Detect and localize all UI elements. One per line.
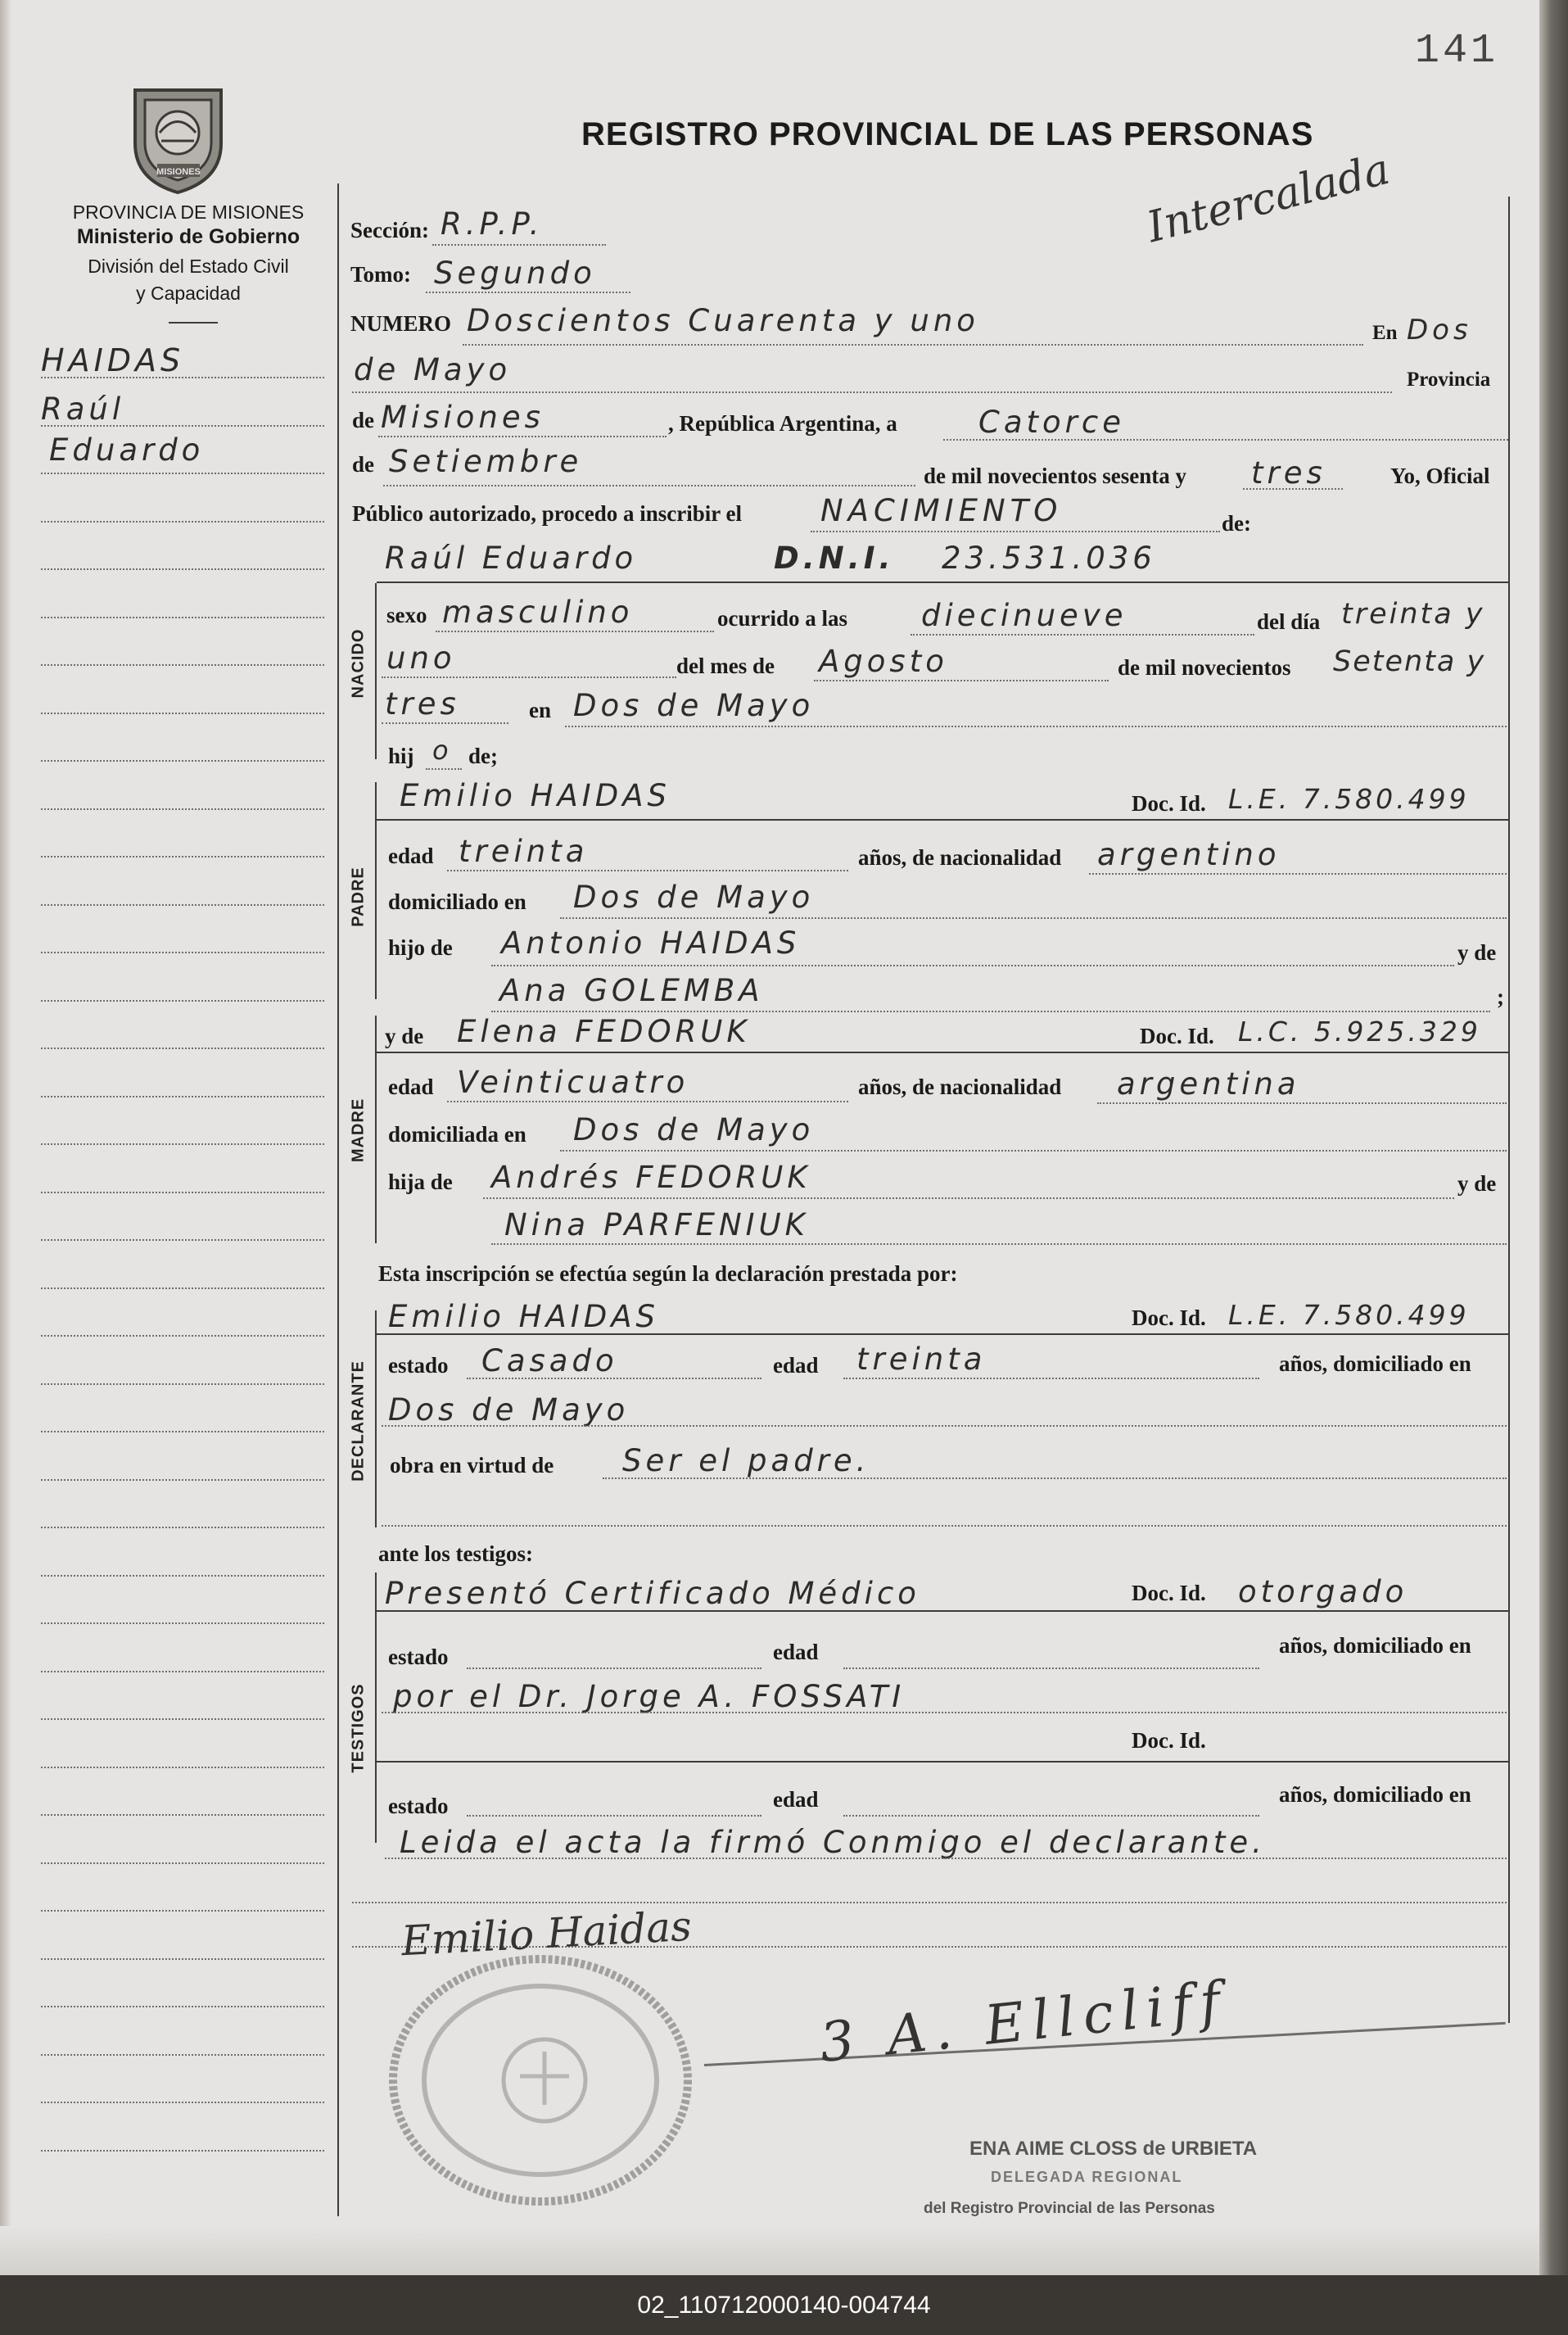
margin-ruled-line <box>41 2054 324 2056</box>
en-value: Dos <box>1407 314 1472 346</box>
localidad-value: de Mayo <box>354 352 512 387</box>
seccion-value: R.P.P. <box>441 206 544 242</box>
padre-doc-label: Doc. Id. <box>1132 791 1206 816</box>
officer-signature: 3 A. Ellcliff <box>816 1969 1231 2075</box>
padre-nacionalidad: argentino <box>1097 837 1281 872</box>
dia-value-2: uno <box>386 640 456 676</box>
padre-madre: Ana GOLEMBA <box>499 973 764 1008</box>
padre-hijo-de-label: hijo de <box>388 935 453 960</box>
margin-ruled-line <box>41 1335 324 1337</box>
madre-edad: Veinticuatro <box>457 1065 689 1100</box>
nacido-bracket <box>375 583 377 759</box>
obra-value: Ser el padre. <box>622 1443 870 1478</box>
mes-nacimiento: Agosto <box>819 644 948 679</box>
margin-ruled-line <box>41 904 324 906</box>
de-label-1: de <box>352 408 374 432</box>
margin-ruled-line <box>41 1239 324 1241</box>
madre-domicilio-label: domiciliada en <box>388 1122 526 1147</box>
madre-y-de-label: y de <box>1457 1171 1497 1196</box>
testigo-doc-label-1: Doc. Id. <box>1132 1581 1206 1605</box>
acto-value: NACIMIENTO <box>820 493 1063 528</box>
numero-label: NUMERO <box>350 311 451 336</box>
margin-ruled-line <box>41 1814 324 1816</box>
anio-registro-value: tres <box>1251 455 1326 491</box>
page-stack-edge <box>1539 0 1568 2275</box>
madre-nacionalidad: argentina <box>1117 1066 1300 1102</box>
margin-ruled-line <box>41 1575 324 1577</box>
declarante-bracket <box>375 1310 377 1527</box>
madre-doc: L.C. 5.925.329 <box>1238 1016 1481 1048</box>
de-colon-label: de: <box>1222 511 1251 536</box>
margin-ruled-line <box>41 1048 324 1049</box>
sexo-label: sexo <box>386 603 427 627</box>
side-label-nacido: NACIDO <box>349 628 368 699</box>
margin-ruled-line <box>41 1671 324 1672</box>
padre-bracket <box>375 782 377 999</box>
declarante-estado: Casado <box>481 1343 618 1378</box>
padre-y-de-label: y de <box>1457 940 1497 965</box>
margin-ruled-line <box>41 1431 324 1432</box>
margin-ruled-line <box>41 1383 324 1385</box>
margin-ruled-line <box>41 2102 324 2103</box>
padre-semicolon: ; <box>1497 984 1504 1009</box>
scan-caption: 02_110712000140-004744 <box>0 2275 1568 2335</box>
ocurrido-label: ocurrido a las <box>717 606 847 631</box>
nacido-dni-label: D.N.I. <box>774 541 895 576</box>
testigo-linea-1: Presentó Certificado Médico <box>385 1576 920 1611</box>
margin-ruled-line <box>41 1862 324 1864</box>
margin-ruled-line <box>41 808 324 810</box>
en-label: En <box>1372 322 1398 344</box>
hij-suffix: o <box>432 735 453 766</box>
madre-madre: Nina PARFENIUK <box>504 1207 809 1242</box>
madre-padre: Andrés FEDORUK <box>491 1160 811 1195</box>
testigo-edad-label-1: edad <box>773 1640 819 1664</box>
lugar-nacimiento: Dos de Mayo <box>573 688 815 723</box>
tomo-label: Tomo: <box>350 262 412 287</box>
right-frame-line <box>1508 197 1510 2023</box>
margin-ruled-line <box>41 1479 324 1481</box>
declarante-edad: treinta <box>856 1342 987 1377</box>
padre-doc: L.E. 7.580.499 <box>1228 783 1470 815</box>
cierre-acta: Leida el acta la firmó Conmigo el declarante. <box>400 1825 1266 1860</box>
del-mes-label: del mes de <box>676 654 775 678</box>
padre-edad-label: edad <box>388 844 434 868</box>
margin-ruled-line <box>41 1910 324 1912</box>
margin-ruled-line <box>41 856 324 858</box>
margin-ruled-line <box>41 664 324 666</box>
testigo-estado-label-2: estado <box>388 1794 449 1818</box>
en-nacimiento-label: en <box>529 698 551 722</box>
office-underline <box>169 322 218 324</box>
padre-edad: treinta <box>459 834 589 869</box>
office-province: PROVINCIA DE MISIONES <box>72 201 305 223</box>
publico-autorizado-label: Público autorizado, procedo a inscribir el <box>352 501 742 526</box>
side-label-declarante: DECLARANTE <box>349 1360 368 1482</box>
testigos-bracket <box>375 1573 377 1843</box>
numero-value: Doscientos Cuarenta y uno <box>467 303 979 338</box>
declarante-signature: Emilio Haidas <box>400 1902 694 1966</box>
intercalada-annotation: Intercalada <box>1142 144 1395 253</box>
official-seal-stamp-icon <box>377 1945 704 2215</box>
provincia-value: Misiones <box>381 400 545 435</box>
page-title: REGISTRO PROVINCIAL DE LAS PERSONAS <box>581 116 1314 152</box>
office-capacity: y Capacidad <box>136 283 241 304</box>
declarante-doc-label: Doc. Id. <box>1132 1306 1206 1330</box>
margin-ruled-line <box>41 1287 324 1289</box>
de-mil-novecientos-label: de mil novecientos <box>1118 655 1291 680</box>
declarante-nombre: Emilio HAIDAS <box>388 1299 659 1334</box>
left-frame-line <box>337 183 339 2216</box>
madre-nacionalidad-label: años, de nacionalidad <box>858 1075 1062 1099</box>
del-dia-label: del día <box>1257 609 1321 634</box>
dia-registro-value: Catorce <box>978 405 1125 440</box>
testigo-estado-label-1: estado <box>388 1645 449 1669</box>
margin-ruled-line <box>41 1096 324 1097</box>
margin-ruled-line <box>41 1622 324 1624</box>
margin-ruled-line <box>41 760 324 762</box>
testigo-doc-label-2: Doc. Id. <box>1132 1728 1206 1753</box>
testigo-edad-label-2: edad <box>773 1787 819 1812</box>
testigo-domicilio-label-1: años, domiciliado en <box>1279 1633 1471 1658</box>
seal-text: MISIONES <box>156 167 201 177</box>
official-stamp-role: DELEGADA REGIONAL <box>991 2169 1183 2185</box>
yo-oficial-label: Yo, Oficial <box>1390 464 1490 488</box>
margin-ruled-line <box>41 521 324 523</box>
madre-nombre: Elena FEDORUK <box>457 1014 751 1049</box>
margin-ruled-line <box>41 1958 324 1960</box>
nacido-dni: 23.531.036 <box>942 541 1156 576</box>
side-label-testigos: TESTIGOS <box>349 1683 368 1773</box>
margin-ruled-line <box>41 617 324 618</box>
nacido-nombre: Raúl Eduardo <box>385 541 638 576</box>
province-seal-icon <box>123 82 233 197</box>
madre-edad-label: edad <box>388 1075 434 1099</box>
declarante-edad-label: edad <box>773 1353 819 1378</box>
margin-ruled-line <box>41 713 324 714</box>
testigo-linea-2: por el Dr. Jorge A. FOSSATI <box>393 1679 906 1714</box>
ante-testigos-label: ante los testigos: <box>378 1541 533 1566</box>
madre-doc-label: Doc. Id. <box>1140 1024 1214 1048</box>
official-stamp-office: del Registro Provincial de las Personas <box>924 2200 1215 2217</box>
madre-domicilio: Dos de Mayo <box>573 1112 815 1147</box>
anio-nacimiento-1: Setenta y <box>1333 645 1486 678</box>
margin-ruled-line <box>41 1000 324 1002</box>
margin-ruled-line <box>41 425 324 427</box>
margin-ruled-line <box>41 1143 324 1145</box>
hij-label: hij <box>388 744 414 768</box>
side-label-madre: MADRE <box>349 1097 368 1163</box>
padre-domicilio: Dos de Mayo <box>573 880 815 915</box>
margin-ruled-line <box>41 1527 324 1528</box>
side-label-padre: PADRE <box>349 867 368 927</box>
madre-bracket <box>375 1016 377 1243</box>
binding-shadow <box>0 0 11 2275</box>
margin-ruled-line <box>41 1767 324 1768</box>
madre-y-de-label: y de <box>385 1024 424 1048</box>
margin-first-name: Raúl <box>41 391 125 427</box>
obra-label: obra en virtud de <box>390 1453 554 1477</box>
de-label-2: de <box>352 452 374 477</box>
republica-label: , República Argentina, a <box>668 411 897 436</box>
office-ministry: Ministerio de Gobierno <box>76 225 300 248</box>
tomo-value: Segundo <box>434 256 596 291</box>
padre-padre: Antonio HAIDAS <box>501 925 801 961</box>
declarante-domicilio-label: años, domiciliado en <box>1279 1351 1471 1376</box>
de-semicolon-label: de; <box>468 744 498 768</box>
page-number: 141 <box>1415 28 1499 75</box>
anio-nacimiento-2: tres <box>385 686 460 722</box>
margin-surname: HAIDAS <box>41 342 185 378</box>
margin-ruled-line <box>41 952 324 953</box>
padre-nombre: Emilio HAIDAS <box>400 778 671 813</box>
seccion-label: Sección: <box>350 218 429 242</box>
testigo-doc-1: otorgado <box>1238 1574 1408 1609</box>
testigo-domicilio-label-2: años, domiciliado en <box>1279 1782 1471 1807</box>
padre-nacionalidad-label: años, de nacionalidad <box>858 845 1062 870</box>
official-stamp-name: ENA AIME CLOSS de URBIETA <box>969 2138 1258 2160</box>
office-division: División del Estado Civil <box>88 256 289 277</box>
mil-sesenta-label: de mil novecientos sesenta y <box>924 464 1186 488</box>
provincia-label: Provincia <box>1407 369 1491 391</box>
madre-hija-de-label: hija de <box>388 1170 453 1194</box>
inscripcion-label: Esta inscripción se efectúa según la declaración prestada por: <box>378 1261 958 1286</box>
margin-ruled-line <box>41 2150 324 2152</box>
margin-second-name: Eduardo <box>49 432 205 468</box>
margin-ruled-line <box>41 1718 324 1720</box>
dia-value-1: treinta y <box>1341 598 1485 631</box>
declarante-estado-label: estado <box>388 1353 449 1378</box>
padre-domicilio-label: domiciliado en <box>388 889 526 914</box>
declarante-domicilio: Dos de Mayo <box>388 1392 630 1428</box>
hora-value: diecinueve <box>921 598 1127 633</box>
mes-registro-value: Setiembre <box>389 444 583 479</box>
margin-ruled-line <box>41 2006 324 2007</box>
margin-ruled-line <box>41 568 324 570</box>
margin-ruled-line <box>41 1192 324 1193</box>
margin-ruled-line <box>41 377 324 378</box>
sexo-value: masculino <box>442 595 634 630</box>
declarante-doc: L.E. 7.580.499 <box>1228 1299 1470 1331</box>
margin-ruled-line <box>41 473 324 474</box>
